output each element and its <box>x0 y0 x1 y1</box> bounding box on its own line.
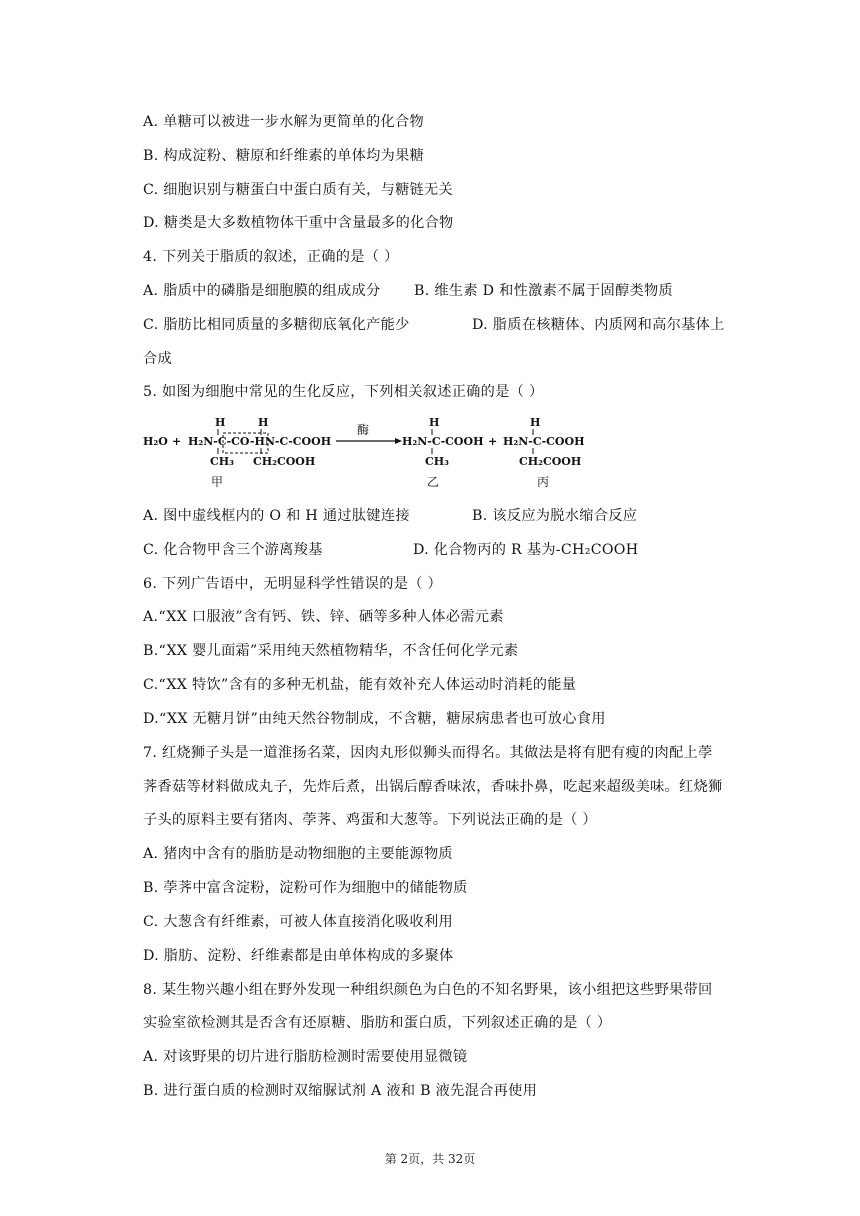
q7-option-b: B. 荸荠中富含淀粉，淀粉可作为细胞中的储能物质 <box>143 880 468 896</box>
q3-option-c: C. 细胞识别与糖蛋白中蛋白质有关，与糖链无关 <box>143 182 454 198</box>
reactant-water: H₂O <box>143 435 168 448</box>
q8-option-b: B. 进行蛋白质的检测时双缩脲试剂 A 液和 B 液先混合再使用 <box>143 1083 538 1099</box>
q7-stem-line1: 7. 红烧狮子头是一道淮扬名菜，因肉丸形似狮头而得名。其做法是将有肥有瘦的肉配上荸 <box>143 745 713 761</box>
q7-option-d: D. 脂肪、淀粉、纤维素都是由单体构成的多聚体 <box>143 948 454 964</box>
q4-option-a: A. 脂质中的磷脂是细胞膜的组成成分 <box>143 283 381 299</box>
page-footer: 第 2页，共 32页 <box>384 1152 476 1166</box>
q6-option-c: C.“XX 特饮”含有的多种无机盐，能有效补充人体运动时消耗的能量 <box>143 677 577 693</box>
yi-alpha-h: H <box>429 416 440 429</box>
q8-option-a: A. 对该野果的切片进行脂肪检测时需要使用显微镜 <box>143 1049 468 1065</box>
plus-sign-2: + <box>488 435 498 448</box>
jia-methyl: CH₃ <box>210 455 234 468</box>
q8-stem-line1: 8. 某生物兴趣小组在野外发现一种组织颜色为白色的不知名野果，该小组把这些野果带回 <box>143 982 713 998</box>
q7-option-c: C. 大葱含有纤维素，可被人体直接消化吸收利用 <box>143 914 454 930</box>
q4-option-c: C. 脂肪比相同质量的多糖彻底氧化产能少 <box>143 317 410 333</box>
enzyme-label: 酶 <box>357 423 370 437</box>
q3-option-a: A. 单糖可以被进一步水解为更简单的化合物 <box>143 114 424 130</box>
q4-option-d-line1: D. 脂质在核糖体、内质网和高尔基体上 <box>472 317 725 333</box>
q4-option-d-line2: 合成 <box>143 351 172 367</box>
jia-alpha-h-1: H <box>215 416 226 429</box>
q4-option-b: B. 维生素 D 和性激素不属于固醇类物质 <box>414 283 673 299</box>
bing-alpha-h: H <box>530 416 541 429</box>
q7-option-a: A. 猪肉中含有的脂肪是动物细胞的主要能源物质 <box>143 846 453 862</box>
compound-yi-formula: H₂N-C-COOH <box>402 435 484 448</box>
jia-alpha-h-2: H <box>258 416 269 429</box>
label-jia: 甲 <box>211 475 224 489</box>
q3-option-b: B. 构成淀粉、糖原和纤维素的单体均为果糖 <box>143 148 425 164</box>
compound-jia-formula: H₂N-C-CO-HN-C-COOH <box>188 435 332 448</box>
plus-sign: + <box>172 435 182 448</box>
q5-option-c: C. 化合物甲含三个游离羧基 <box>143 542 323 558</box>
q6-option-b: B.“XX 婴儿面霜”采用纯天然植物精华，不含任何化学元素 <box>143 643 519 659</box>
q6-stem: 6. 下列广告语中，无明显科学性错误的是（ ） <box>143 576 443 592</box>
q5-stem: 5. 如图为细胞中常见的生化反应，下列相关叙述正确的是（ ） <box>143 384 544 400</box>
yi-methyl: CH₃ <box>425 455 449 468</box>
arrow-head <box>395 438 402 444</box>
q6-option-d: D.“XX 无糖月饼”由纯天然谷物制成，不含糖，糖尿病患者也可放心食用 <box>143 711 606 727</box>
q5-option-b: B. 该反应为脱水缩合反应 <box>472 508 638 524</box>
jia-r-group: CH₂COOH <box>253 455 316 468</box>
q5-option-d: D. 化合物丙的 R 基为-CH₂COOH <box>413 542 639 558</box>
q5-option-a: A. 图中虚线框内的 O 和 H 通过肽键连接 <box>143 508 410 524</box>
q3-option-d: D. 糖类是大多数植物体干重中含量最多的化合物 <box>143 215 454 231</box>
bing-r-group: CH₂COOH <box>519 455 582 468</box>
q8-stem-line2: 实验室欲检测其是否含有还原糖、脂肪和蛋白质，下列叙述正确的是（ ） <box>143 1015 612 1031</box>
reaction-diagram <box>140 412 600 502</box>
q6-option-a: A.“XX 口服液”含有钙、铁、锌、硒等多种人体必需元素 <box>143 609 504 625</box>
label-yi: 乙 <box>427 475 440 489</box>
compound-bing-formula: H₂N-C-COOH <box>503 435 585 448</box>
q4-stem: 4. 下列关于脂质的叙述，正确的是（ ） <box>143 249 399 265</box>
q7-stem-line3: 子头的原料主要有猪肉、荸荠、鸡蛋和大葱等。下列说法正确的是（ ） <box>143 812 597 828</box>
q7-stem-line2: 荠香菇等材料做成丸子，先炸后煮，出锅后醇香味浓，香味扑鼻，吃起来超级美味。红烧狮 <box>143 779 723 795</box>
label-bing: 丙 <box>537 475 550 489</box>
